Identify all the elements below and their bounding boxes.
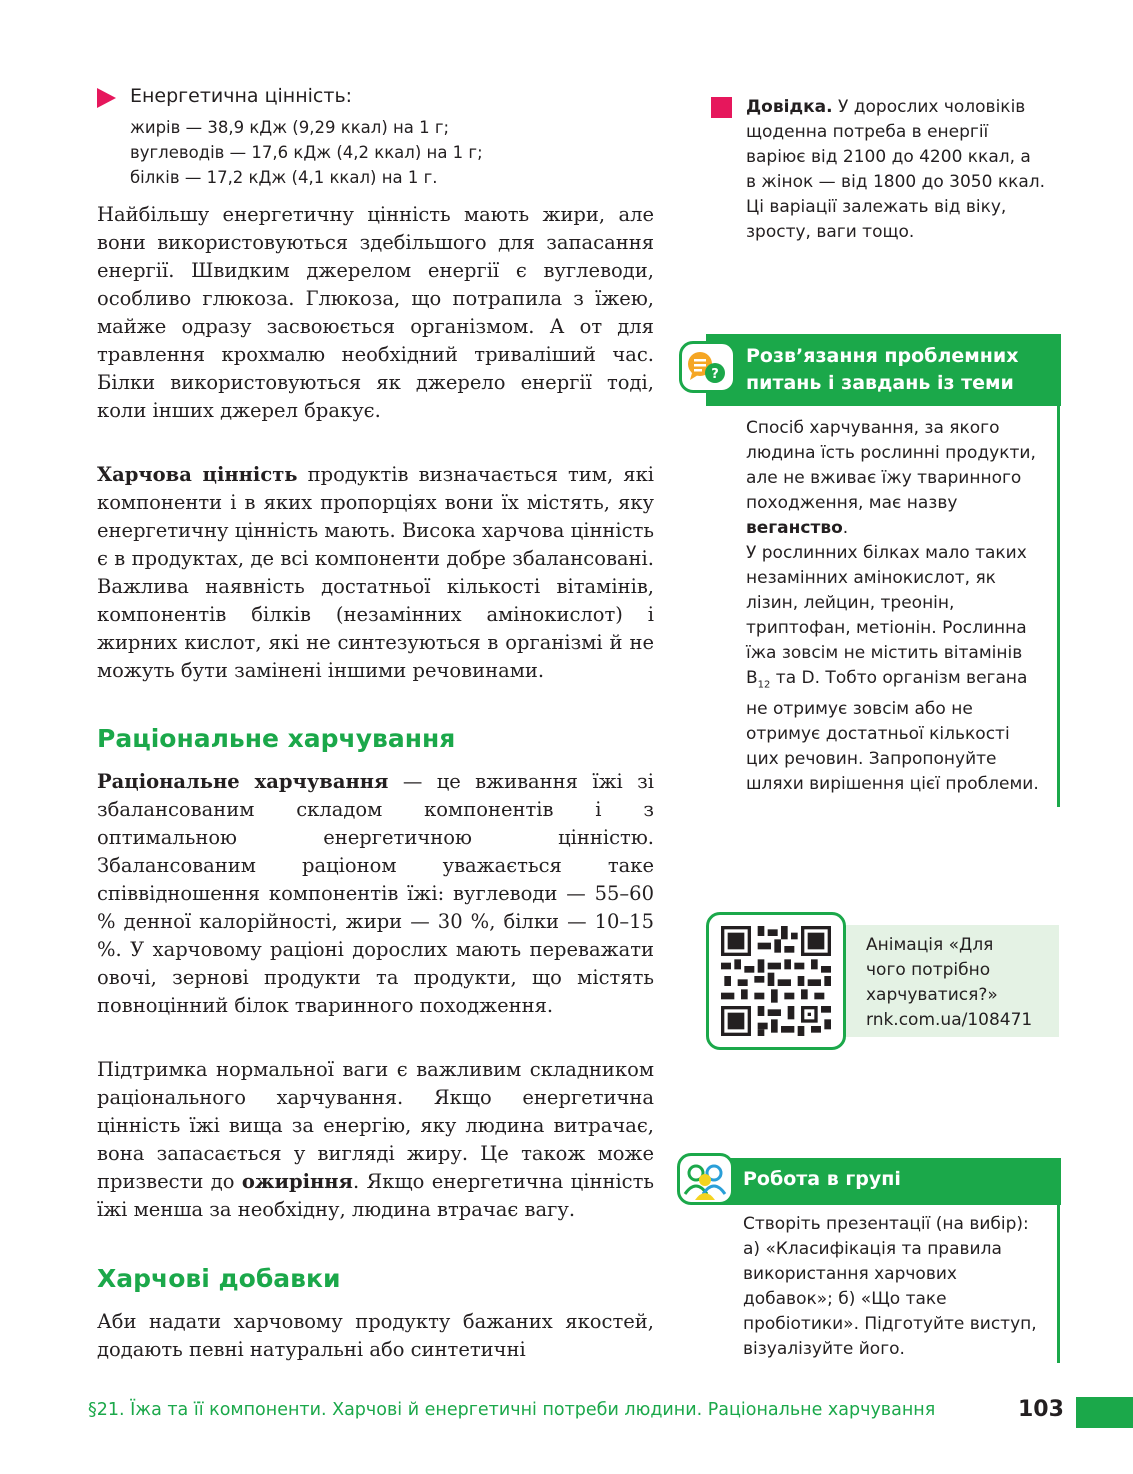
energy-line-fats: жирів — 38,9 кДж (9,29 ккал) на 1 г; — [130, 118, 450, 137]
paragraph-rational — [97, 768, 654, 1020]
paragraph-rest: продуктів визначається тим, які компоненти і в яких пропорціях вони їх містять, яку енергетичну цінність мають. Висока харчова цінність є в продуктах, де всі компоненти добре збалансовані. Важлива наявність достатньої кількості вітамінів, компонентів білків (незамінних амінокислот) і жирних кислот, які не синтезуються в організмі й не можуть бути замінені іншими речовинами. — [97, 463, 654, 682]
term-nutritional-value: Харчова цінність — [97, 463, 298, 486]
page-number: 103 — [1018, 1397, 1064, 1422]
paragraph-text — [97, 461, 654, 685]
problem-text4: та D. Тобто організм вегана не отримує зовсім або не отримує достатньої кількості цих речовин. Запропонуйте шляхи вирішення цієї проблеми. — [746, 668, 1039, 795]
qr-caption-line2: чого потрібно — [866, 960, 991, 980]
problem-text1: Спосіб харчування, за якого людина їсть рослинні продукти, але не вживає їжу тваринного походження, має назву — [746, 418, 1036, 513]
qr-code-frame[interactable] — [706, 912, 846, 1050]
group-box-border — [1057, 1205, 1060, 1363]
term-veganism: веганство — [746, 518, 843, 538]
paragraph-energy — [97, 201, 654, 425]
qr-caption — [866, 933, 1032, 1033]
group-box-title: Робота в групі — [743, 1168, 901, 1190]
footer-green-bar — [1076, 1397, 1133, 1428]
paragraph-text — [97, 768, 654, 1020]
reference-body: У дорослих чоловіків щоденна потреба в енергії варіює від 2100 до 4200 ккал, а в жінок — від 1800 до 3050 ккал. Ці варіації залежать від віку, зросту, ваги тощо. — [746, 97, 1046, 242]
paragraph-weight — [97, 1056, 654, 1224]
svg-text:?: ? — [711, 367, 719, 382]
reference-label: Довідка. — [746, 97, 833, 117]
paragraph-text — [97, 1056, 654, 1224]
problem-text3: У рослинних білках мало таких незамінних амінокислот, як лізин, лейцин, треонін, триптофан, метіонін. Рослинна їжа зовсім не містить вітамінів B — [746, 543, 1027, 688]
heading-food-additives: Харчові добавки — [97, 1264, 341, 1293]
problem-box-border — [1057, 406, 1060, 807]
group-people-icon — [677, 1153, 734, 1205]
qr-caption-line1: Анімація «Для — [866, 935, 994, 955]
paragraph-post: . Якщо енергетична цінність їжі менша за необхідну, людина втрачає вагу. — [97, 1170, 655, 1221]
energy-line-proteins: білків — 17,2 кДж (4,1 ккал) на 1 г. — [130, 168, 438, 187]
problem-box-title-line2: питань і завдань із теми — [746, 372, 1014, 394]
problem-box-title-line1: Розв’язання проблемних — [746, 345, 1019, 367]
heading-rational-nutrition: Раціональне харчування — [97, 724, 456, 753]
problem-box-para2 — [746, 541, 1046, 797]
problem-box-para1 — [746, 416, 1046, 541]
vitamin-subscript: 12 — [757, 679, 771, 691]
footer-chapter-title: §21. Їжа та її компоненти. Харчові й енергетичні потреби людини. Раціональне харчування — [88, 1400, 936, 1420]
problem-box-body — [746, 416, 1046, 797]
problem-box-title — [746, 343, 1018, 397]
energy-lines — [130, 115, 483, 190]
triangle-bullet-icon — [97, 88, 116, 108]
reference-note-text — [746, 95, 1046, 245]
problem-box-header — [706, 334, 1061, 406]
term-obesity: ожиріння — [241, 1170, 353, 1193]
problem-text2: . — [842, 518, 849, 538]
group-box-body: Створіть презентації (на вибір): а) «Класифікація та правила використання харчових добавок»; б) «Що таке пробіотики». Підготуйте виступ, візуалізуйте його. — [743, 1214, 1037, 1359]
energy-heading: Енергетична цінність: — [130, 85, 353, 107]
paragraph-text: Аби надати харчовому продукту бажаних якостей, додають певні натуральні або синтетичні — [97, 1310, 654, 1361]
qr-link[interactable]: rnk.com.ua/108471 — [866, 1010, 1033, 1030]
paragraph-rest: — це вживання їжі зі збалансованим складом компонентів і з оптимальною енергетичною цінністю. Збалансованим раціоном уважається таке співвідношення компонентів їжі: вуглеводи — 55–60 % денної калорійності, жири — 30 %, білки — 10–15 %. У харчовому раціоні дорослих мають переважати овочі, зернові продукти та продукти, що містять повноцінний білок тваринного походження. — [97, 770, 655, 1017]
pink-square-icon — [711, 97, 732, 118]
speech-bubbles-icon — [679, 341, 736, 393]
qr-code-icon[interactable] — [721, 926, 831, 1036]
energy-line-carbs: вуглеводів — 17,6 кДж (4,2 ккал) на 1 г; — [130, 143, 483, 162]
paragraph-pre: Підтримка нормальної ваги є важливим складником раціонального харчування. Якщо енергетична цінність їжі вища за енергію, яку людина витрачає, вона запасається у вигляді жиру. Це також може призвести до — [97, 1058, 654, 1193]
paragraph-nutritional-value — [97, 461, 654, 685]
qr-caption-line3: харчуватися?» — [866, 985, 998, 1005]
paragraph-text: Найбільшу енергетичну цінність мають жири, але вони використовуються здебільшого для запасання енергії. Швидким джерелом енергії є вуглеводи, особливо глюкоза. Глюкоза, що потрапила з їжею, майже одразу засвоюється організмом. А от для травлення крохмалю необхідний триваліший час. Білки використовуються як джерело енергії тоді, коли інших джерел бракує. — [97, 203, 654, 422]
term-rational-nutrition: Раціональне харчування — [97, 770, 389, 793]
group-box-header — [706, 1158, 1061, 1205]
paragraph-additives — [97, 1308, 654, 1364]
qr-caption-panel — [846, 925, 1059, 1037]
